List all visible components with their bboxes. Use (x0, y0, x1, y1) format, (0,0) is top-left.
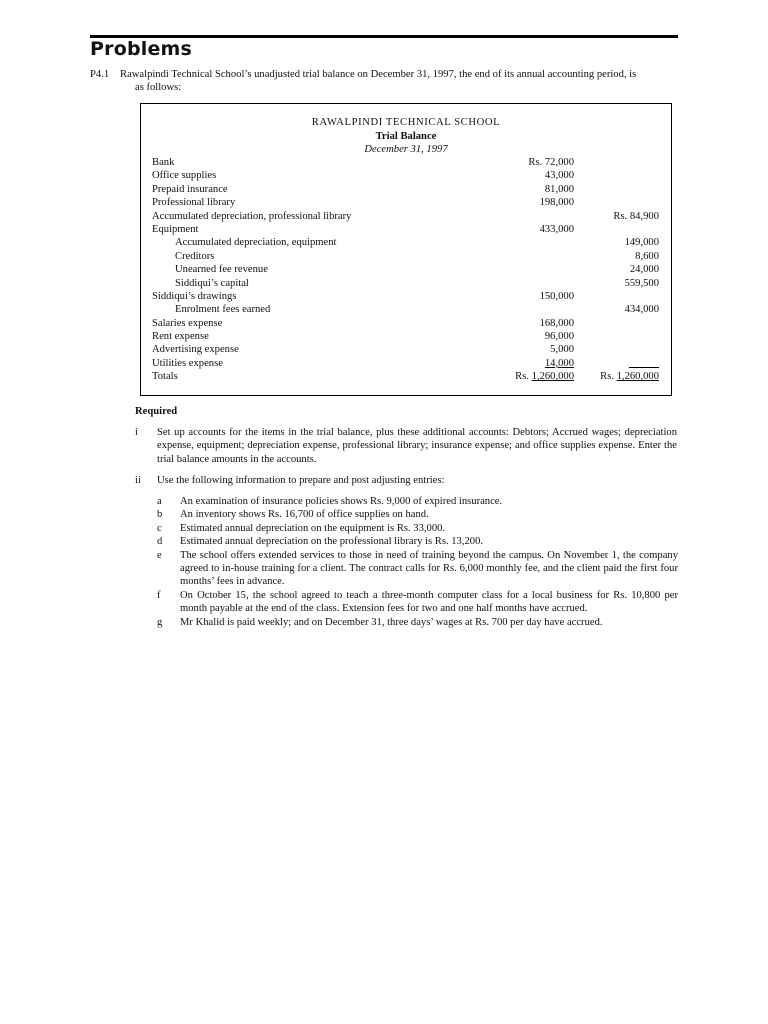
tb-credit-blank-rule (569, 357, 659, 370)
trial-balance-title: Trial Balance (375, 130, 437, 142)
tb-debit: 81,000 (544, 183, 574, 195)
tb-debit: 150,000 (539, 290, 574, 302)
trial-balance-rows (152, 156, 659, 384)
tb-totals-debit-prefix: Rs. (515, 371, 529, 383)
list-item-text: The school offers extended services to those in need of training beyond the campus. On November 1, the company agreed to in-house training for a client. The contract calls for Rs. 6,000 monthly fee, and the client paid the first four months’ fees in advance. (180, 549, 678, 588)
tb-row (152, 223, 574, 236)
list-item (157, 508, 678, 521)
list-item (157, 616, 678, 629)
tb-row (152, 183, 574, 196)
list-item-letter: a (157, 496, 162, 507)
tb-account: Enrolment fees earned (175, 304, 271, 316)
tb-totals-label: Totals (152, 371, 178, 383)
list-item-letter: b (157, 509, 163, 521)
list-item-text: On October 15, the school agreed to teach a three-month computer class for a local business for Rs. 10,800 per month payable at the end of the class. Extension fees for two and one half months have accrued. (180, 589, 678, 615)
list-item-text: Estimated annual depreciation on the equipment is Rs. 33,000. (180, 522, 446, 534)
tb-account: Unearned fee revenue (175, 264, 268, 276)
tb-account: Utilities expense (152, 357, 223, 369)
tb-debit: 433,000 (539, 223, 574, 235)
tb-account: Creditors (175, 250, 215, 262)
tb-row (152, 290, 574, 303)
tb-row (152, 317, 574, 330)
tb-credit: 24,000 (629, 264, 659, 276)
tb-row (152, 236, 659, 249)
tb-account: Prepaid insurance (152, 183, 228, 195)
problem-number: P4.1 (90, 69, 110, 80)
tb-account: Salaries expense (152, 317, 223, 329)
tb-totals-debit-cell (484, 370, 574, 383)
tb-account: Bank (152, 157, 175, 168)
tb-account: Siddiqui’s drawings (152, 290, 237, 302)
list-item-letter: f (157, 589, 161, 601)
tb-account: Office supplies (152, 170, 217, 182)
tb-account: Accumulated depreciation, professional library (152, 210, 352, 222)
tb-row (152, 156, 574, 169)
tb-account: Professional library (152, 197, 236, 209)
page-heading: Problems (90, 38, 193, 60)
tb-debit: 168,000 (539, 317, 574, 329)
tb-account: Equipment (152, 223, 199, 235)
item-number: i (135, 427, 138, 438)
list-item-letter: d (157, 536, 163, 548)
list-item-letter: g (157, 616, 163, 628)
tb-row (152, 196, 574, 209)
list-item-letter: c (157, 522, 162, 534)
tb-credit: 149,000 (624, 237, 659, 249)
adjusting-entries-list (157, 495, 678, 629)
problem-intro-line2: as follows: (135, 82, 182, 94)
trial-balance-school: RAWALPINDI TECHNICAL SCHOOL (311, 117, 501, 128)
tb-account: Siddiqui’s capital (175, 277, 249, 289)
item-text: Use the following information to prepare and post adjusting entries: (157, 475, 445, 486)
tb-credit: 434,000 (624, 304, 659, 316)
list-item (157, 535, 678, 548)
tb-debit: 14,000 (544, 357, 574, 369)
tb-totals-row (152, 370, 659, 383)
tb-credit: Rs. 84,900 (613, 210, 659, 222)
tb-row (152, 343, 574, 356)
list-item (157, 589, 678, 616)
list-item-letter: e (157, 549, 162, 561)
tb-debit: 43,000 (544, 170, 574, 182)
list-item (157, 495, 678, 508)
tb-credit: 559,500 (624, 277, 659, 289)
item-number: ii (135, 475, 141, 486)
tb-totals-credit-prefix: Rs. (600, 371, 614, 383)
trial-balance-box (140, 103, 672, 396)
tb-account: Rent expense (152, 331, 209, 343)
tb-totals-credit: 1,260,000 (616, 371, 659, 383)
tb-account: Advertising expense (152, 344, 239, 356)
tb-row (152, 263, 659, 276)
tb-row (152, 277, 659, 290)
tb-account: Accumulated depreciation, equipment (175, 237, 337, 249)
list-item-text: Mr Khalid is paid weekly; and on December 31, three days’ wages at Rs. 700 per day have accrued. (180, 616, 603, 628)
tb-row (152, 357, 574, 370)
list-item-text: Estimated annual depreciation on the professional library is Rs. 13,200. (180, 536, 484, 548)
trial-balance-date: December 31, 1997 (364, 144, 448, 155)
problem-intro-line1: Rawalpindi Technical School’s unadjusted trial balance on December 31, 1997, the end of its annual accounting period, is (120, 69, 637, 80)
tb-row (152, 210, 659, 223)
tb-debit: 96,000 (544, 331, 574, 343)
tb-totals-debit: 1,260,000 (531, 371, 574, 383)
list-item (157, 549, 678, 589)
problem-text (120, 68, 676, 95)
tb-row (152, 169, 574, 182)
tb-row (152, 330, 574, 343)
tb-row (152, 250, 659, 263)
tb-credit: 8,600 (635, 250, 659, 262)
tb-debit: 5,000 (550, 344, 574, 356)
required-heading: Required (135, 406, 178, 417)
tb-row (152, 303, 659, 316)
tb-debit: Rs. 72,000 (528, 157, 574, 168)
tb-debit: 198,000 (539, 197, 574, 209)
list-item-text: An inventory shows Rs. 16,700 of office supplies on hand. (180, 509, 429, 521)
item-text: Set up accounts for the items in the trial balance, plus these additional accounts: Debtors; Accrued wages; depreciation expense, equipment; depreciation expense, professional library; insurance expense; and office supplies expense. Enter the trial balance amounts in the accounts. (157, 427, 677, 465)
tb-totals-credit-cell (569, 370, 659, 383)
list-item (157, 522, 678, 535)
list-item-text: An examination of insurance policies shows Rs. 9,000 of expired insurance. (180, 496, 503, 507)
